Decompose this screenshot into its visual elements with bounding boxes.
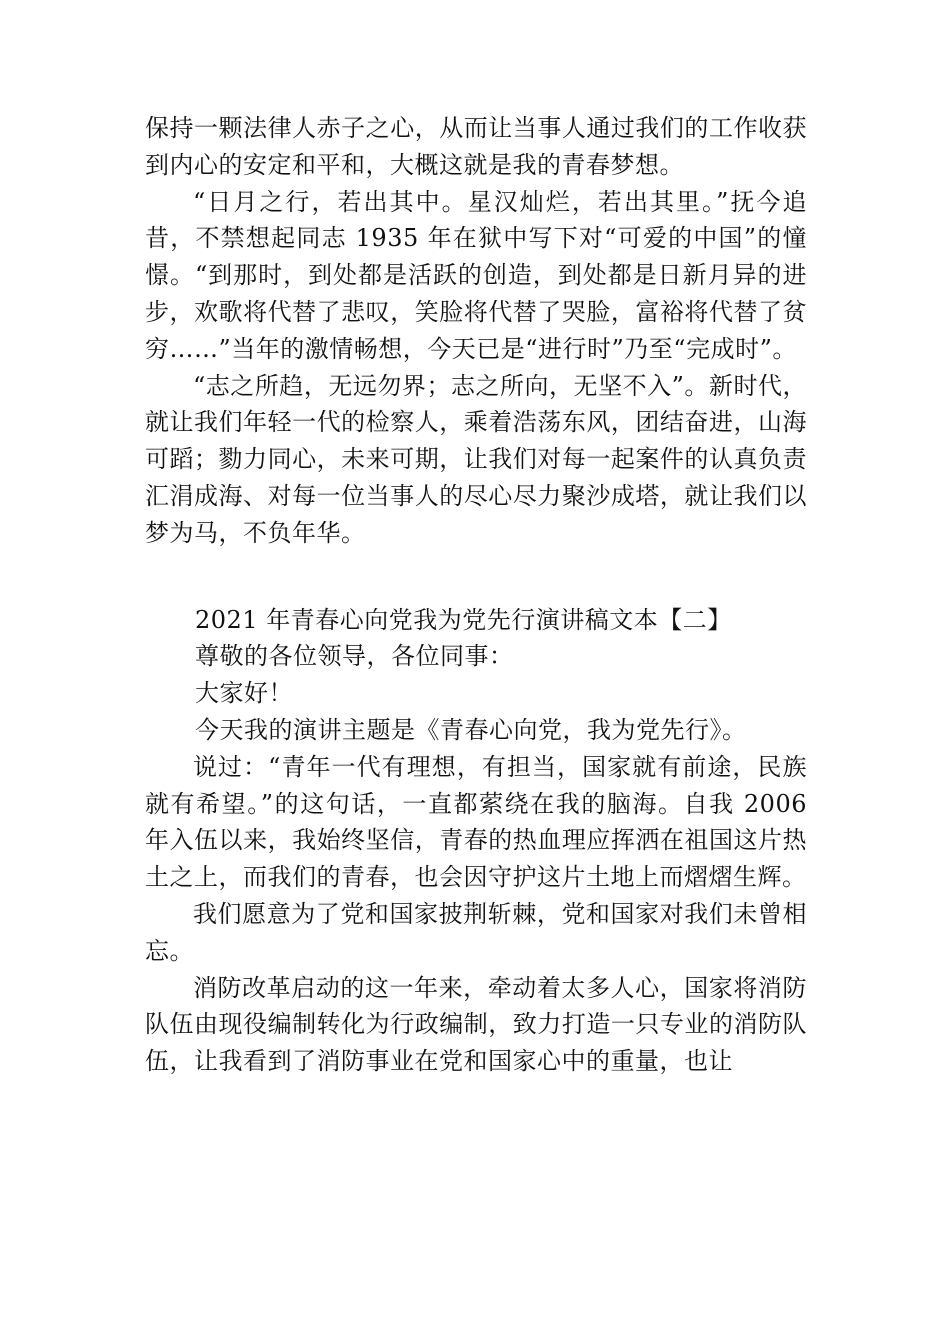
salutation: 尊敬的各位领导，各位同事：: [195, 642, 514, 671]
document-page: [145, 110, 807, 1080]
paragraph-dream: 保持一颗法律人赤子之心，从而让当事人通过我们的工作收获到内心的安定和平和，大概这就是我的青春梦想。: [145, 114, 807, 179]
paragraph-youth-quote: 说过：“青年一代有理想，有担当，国家就有前途，民族就有希望。”的这句话，一直都萦绕在我的脑海。自我 2006 年入伍以来，我始终坚信，青春的热血理应挥洒在祖国这片热土之上，而我们的青春，也会因守护这片土地上而熠熠生辉。: [145, 752, 807, 892]
paragraph-fire-reform: 消防改革启动的这一年来，牵动着太多人心，国家将消防队伍由现役编制转化为行政编制，致力打造一只专业的消防队伍，让我看到了消防事业在党和国家心中的重量，也让: [145, 973, 807, 1076]
greeting: 大家好！: [195, 679, 293, 708]
speech-topic: 今天我的演讲主题是《青春心向党，我为党先行》。: [195, 715, 747, 744]
paragraph-party-country: 我们愿意为了党和国家披荆斩棘，党和国家对我们未曾相忘。: [145, 899, 807, 965]
section-gap: [145, 552, 807, 602]
paragraph-new-era: “志之所趋，无远勿界；志之所向，无坚不入”。新时代，就让我们年轻一代的检察人，乘着浩荡东风，团结奋进，山海可蹈；勠力同心，未来可期，让我们对每一起案件的认真负责汇涓成海、对每一位当事人的尽心尽力聚沙成塔，就让我们以梦为马，不负年华。: [145, 371, 807, 547]
paragraph-sun-moon: “日月之行，若出其中。星汉灿烂，若出其里。”抚今追昔，不禁想起同志 1935 年在狱中写下对“可爱的中国”的憧憬。“到那时，到处都是活跃的创造，到处都是日新月异的进步，欢歌将代替了悲叹，笑脸将代替了哭脸，富裕将代替了贫穷……”当年的激情畅想，今天已是“进行时”乃至“完成时”。: [145, 187, 807, 363]
section-title: 2021 年青春心向党我为党先行演讲稿文本【二】: [195, 605, 732, 634]
